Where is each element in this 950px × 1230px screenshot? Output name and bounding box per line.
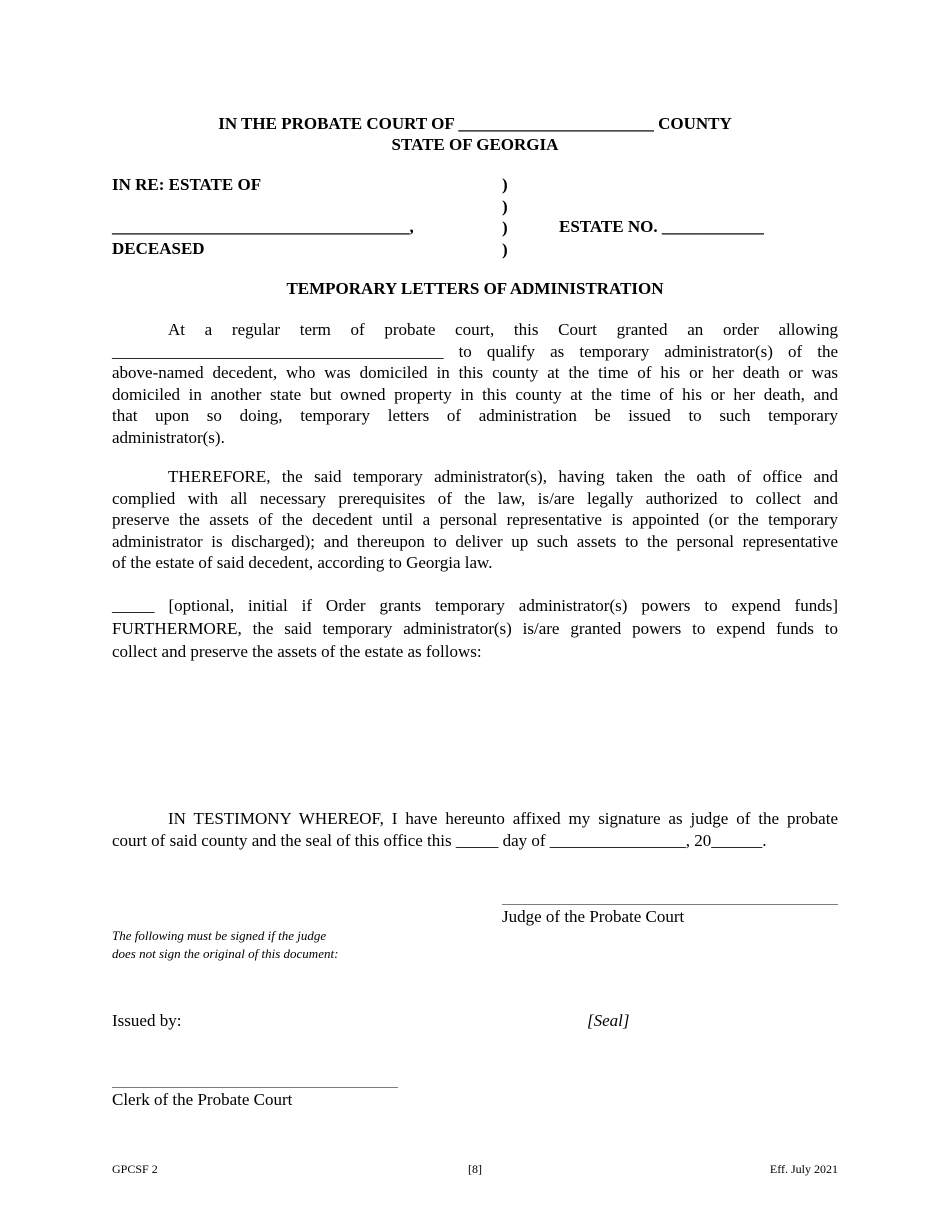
in-re-label: IN RE: ESTATE OF	[112, 175, 262, 194]
paragraph-line: domiciled in another state but owned property in this county at the time of his or her death, and	[112, 384, 838, 404]
court-heading: IN THE PROBATE COURT OF _______________________ COUNTY	[218, 114, 732, 133]
paragraph-line: that upon so doing, temporary letters of administration be issued to such temporary	[112, 406, 838, 425]
judge-signature-label: Judge of the Probate Court	[502, 907, 685, 926]
paragraph-line: THEREFORE, the said temporary administrator(s), having taken the oath of office and	[168, 467, 838, 486]
note-line: does not sign the original of this document:	[112, 946, 339, 961]
clerk-note	[112, 927, 338, 963]
paragraph-line: collect and preserve the assets of the estate as follows:	[112, 642, 482, 661]
paragraph-line: _______________________________________ to qualify as temporary administrator(s) of the	[112, 341, 838, 361]
caption-paren: )	[502, 197, 508, 216]
paragraph-line: administrator is discharged); and thereupon to deliver up such assets to the personal representative	[112, 531, 838, 551]
paragraph-line: FURTHERMORE, the said temporary administrator(s) is/are granted powers to expend funds to	[112, 619, 838, 638]
paragraph-line: IN TESTIMONY WHEREOF, I have hereunto affixed my signature as judge of the probate	[168, 809, 838, 828]
paragraph-line: of the estate of said decedent, according to Georgia law.	[112, 553, 493, 572]
paragraph-furthermore	[112, 594, 838, 663]
decedent-name-blank: ___________________________________,	[112, 217, 414, 236]
note-line: The following must be signed if the judge	[112, 928, 327, 943]
paragraph-line: At a regular term of probate court, this Court granted an order allowing	[168, 320, 838, 339]
issued-by-label: Issued by:	[112, 1011, 182, 1030]
state-heading: STATE OF GEORGIA	[391, 135, 559, 154]
seal-placeholder: [Seal]	[587, 1011, 630, 1030]
effective-date: Eff. July 2021	[769, 1162, 838, 1176]
caption-paren: )	[502, 218, 508, 237]
form-id: GPCSF 2	[112, 1162, 158, 1176]
paragraph-line: above-named decedent, who was domiciled in this county at the time of his or her death or was	[112, 363, 838, 382]
page-number: [8]	[468, 1162, 482, 1176]
document-title: TEMPORARY LETTERS OF ADMINISTRATION	[286, 279, 664, 298]
paragraph-line: preserve the assets of the decedent until a personal representative is appointed (or the temporary	[112, 510, 838, 529]
caption-paren: )	[502, 175, 508, 194]
paragraph-therefore	[112, 466, 838, 574]
paragraph-line: court of said county and the seal of this office this _____ day of ________________, 20______.	[112, 830, 767, 850]
clerk-signature-line	[112, 1087, 398, 1088]
paragraph-line: _____ [optional, initial if Order grants temporary administrator(s) powers to expend funds]	[112, 596, 838, 615]
paragraph-testimony	[112, 808, 838, 851]
caption-paren: )	[502, 240, 508, 259]
paragraph-line: complied with all necessary prerequisites of the law, is/are legally authorized to collect and	[112, 488, 838, 508]
paragraph-order	[112, 319, 838, 448]
clerk-signature-label: Clerk of the Probate Court	[112, 1090, 293, 1109]
judge-signature-line	[502, 904, 838, 905]
paragraph-line: administrator(s).	[112, 427, 225, 447]
deceased-label: DECEASED	[112, 239, 205, 258]
estate-number-field: ESTATE NO. ____________	[559, 217, 764, 236]
